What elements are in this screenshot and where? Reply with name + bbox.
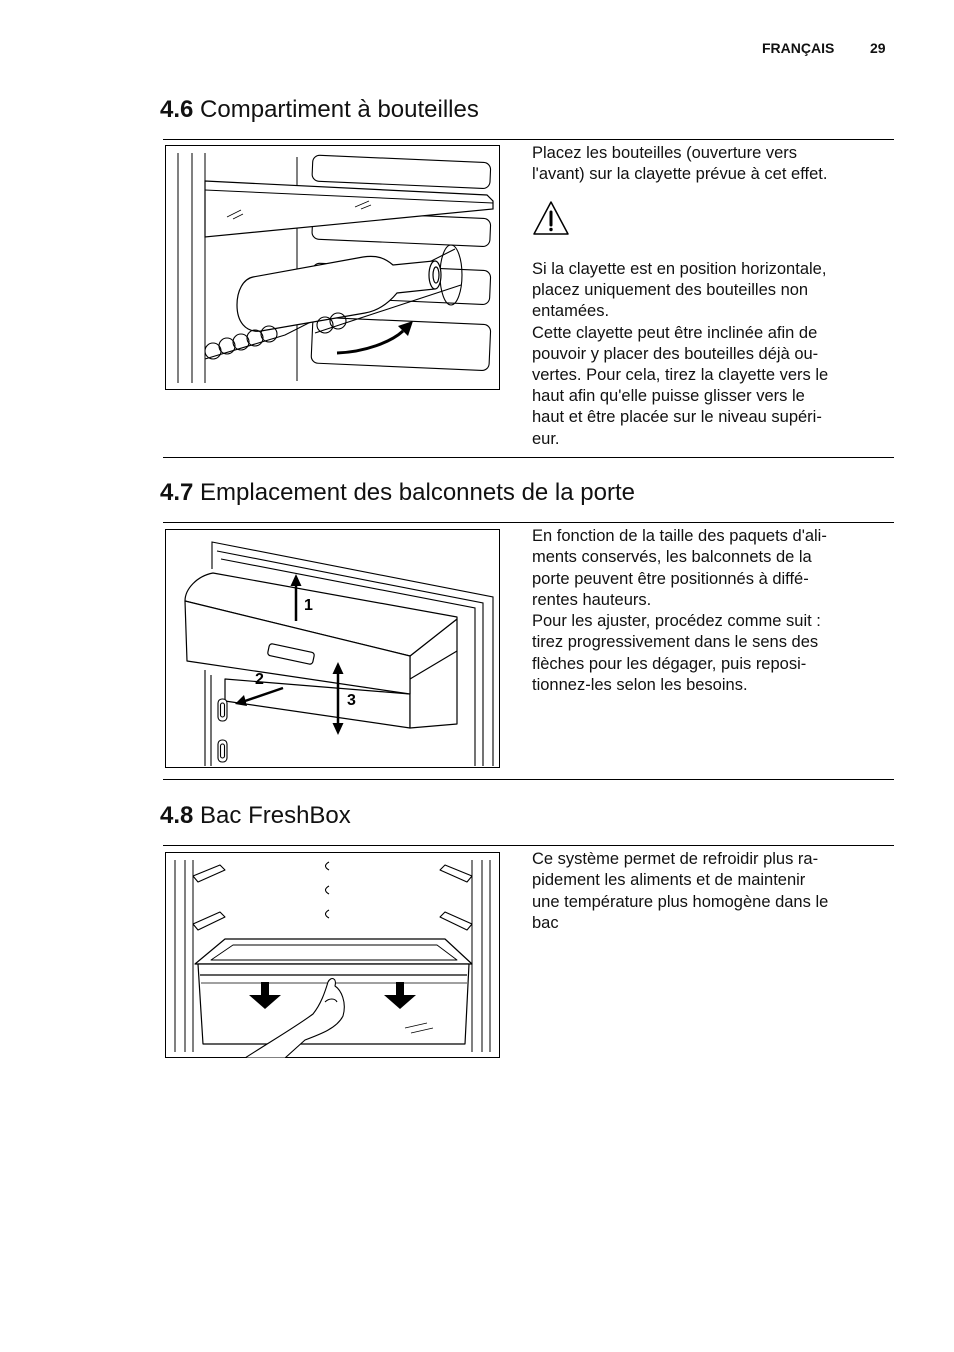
- text-line: rentes hauteurs.: [532, 590, 652, 609]
- text-line: haut et être placée sur le niveau supéri-: [532, 408, 822, 427]
- text-line: pouvoir y placer des bouteilles déjà ou-: [532, 344, 819, 363]
- section-title: Bac FreshBox: [200, 802, 351, 829]
- section-number: 4.8: [160, 802, 194, 829]
- section-heading-4-8: [160, 802, 351, 830]
- text-line: l'avant) sur la clayette prévue à cet effet.: [532, 165, 828, 184]
- section-divider: [163, 522, 894, 523]
- text-line: vertes. Pour cela, tirez la clayette vers le: [532, 366, 829, 385]
- figure-label-2: 2: [255, 671, 264, 688]
- text-line: flèches pour les dégager, puis reposi-: [532, 654, 807, 673]
- freshbox-paragraph: [532, 849, 894, 934]
- section-number: 4.7: [160, 479, 194, 506]
- section-title: Compartiment à bouteilles: [200, 96, 479, 123]
- bottle-rack-illustration: [165, 145, 500, 390]
- balcony-paragraph: [532, 526, 894, 696]
- text-line: pidement les aliments et de maintenir: [532, 871, 806, 890]
- figure-label-3: 3: [347, 692, 356, 709]
- door-balcony-illustration: [165, 529, 500, 768]
- text-line: entamées.: [532, 302, 610, 321]
- text-line: Ce système permet de refroidir plus ra-: [532, 850, 819, 868]
- text-line: placez uniquement des bouteilles non: [532, 281, 809, 300]
- section-divider: [163, 845, 894, 846]
- text-line: Pour les ajuster, procédez comme suit :: [532, 612, 821, 631]
- text-line: ments conservés, les balconnets de la: [532, 548, 812, 567]
- section-title: Emplacement des balconnets de la porte: [200, 479, 635, 506]
- text-line: Cette clayette peut être inclinée afin de: [532, 323, 818, 342]
- text-line: Si la clayette est en position horizontale,: [532, 260, 827, 278]
- section-divider: [163, 779, 894, 780]
- text-line: tionnez-les selon les besoins.: [532, 676, 748, 695]
- section-number: 4.6: [160, 96, 194, 123]
- text-line: haut afin qu'elle puisse glisser vers le: [532, 387, 805, 406]
- figure-label-1: 1: [304, 597, 313, 614]
- text-line: bac: [532, 913, 559, 932]
- text-line: En fonction de la taille des paquets d'ali-: [532, 527, 827, 545]
- text-line: tirez progressivement dans le sens des: [532, 633, 819, 652]
- freshbox-drawer-illustration: [165, 852, 500, 1058]
- section-divider: [163, 457, 894, 458]
- warning-paragraph: [532, 259, 894, 450]
- header-language: FRANÇAIS: [762, 40, 835, 56]
- intro-paragraph: [532, 143, 894, 186]
- text-line: Placez les bouteilles (ouverture vers: [532, 144, 798, 162]
- text-line: eur.: [532, 429, 560, 448]
- section-divider: [163, 139, 894, 140]
- section-heading-4-7: [160, 479, 635, 507]
- text-line: une température plus homogène dans le: [532, 892, 829, 911]
- warning-icon: [532, 200, 570, 236]
- page-number: 29: [870, 40, 886, 56]
- text-line: porte peuvent être positionnés à diffé-: [532, 569, 809, 588]
- section-heading-4-6: [160, 96, 479, 124]
